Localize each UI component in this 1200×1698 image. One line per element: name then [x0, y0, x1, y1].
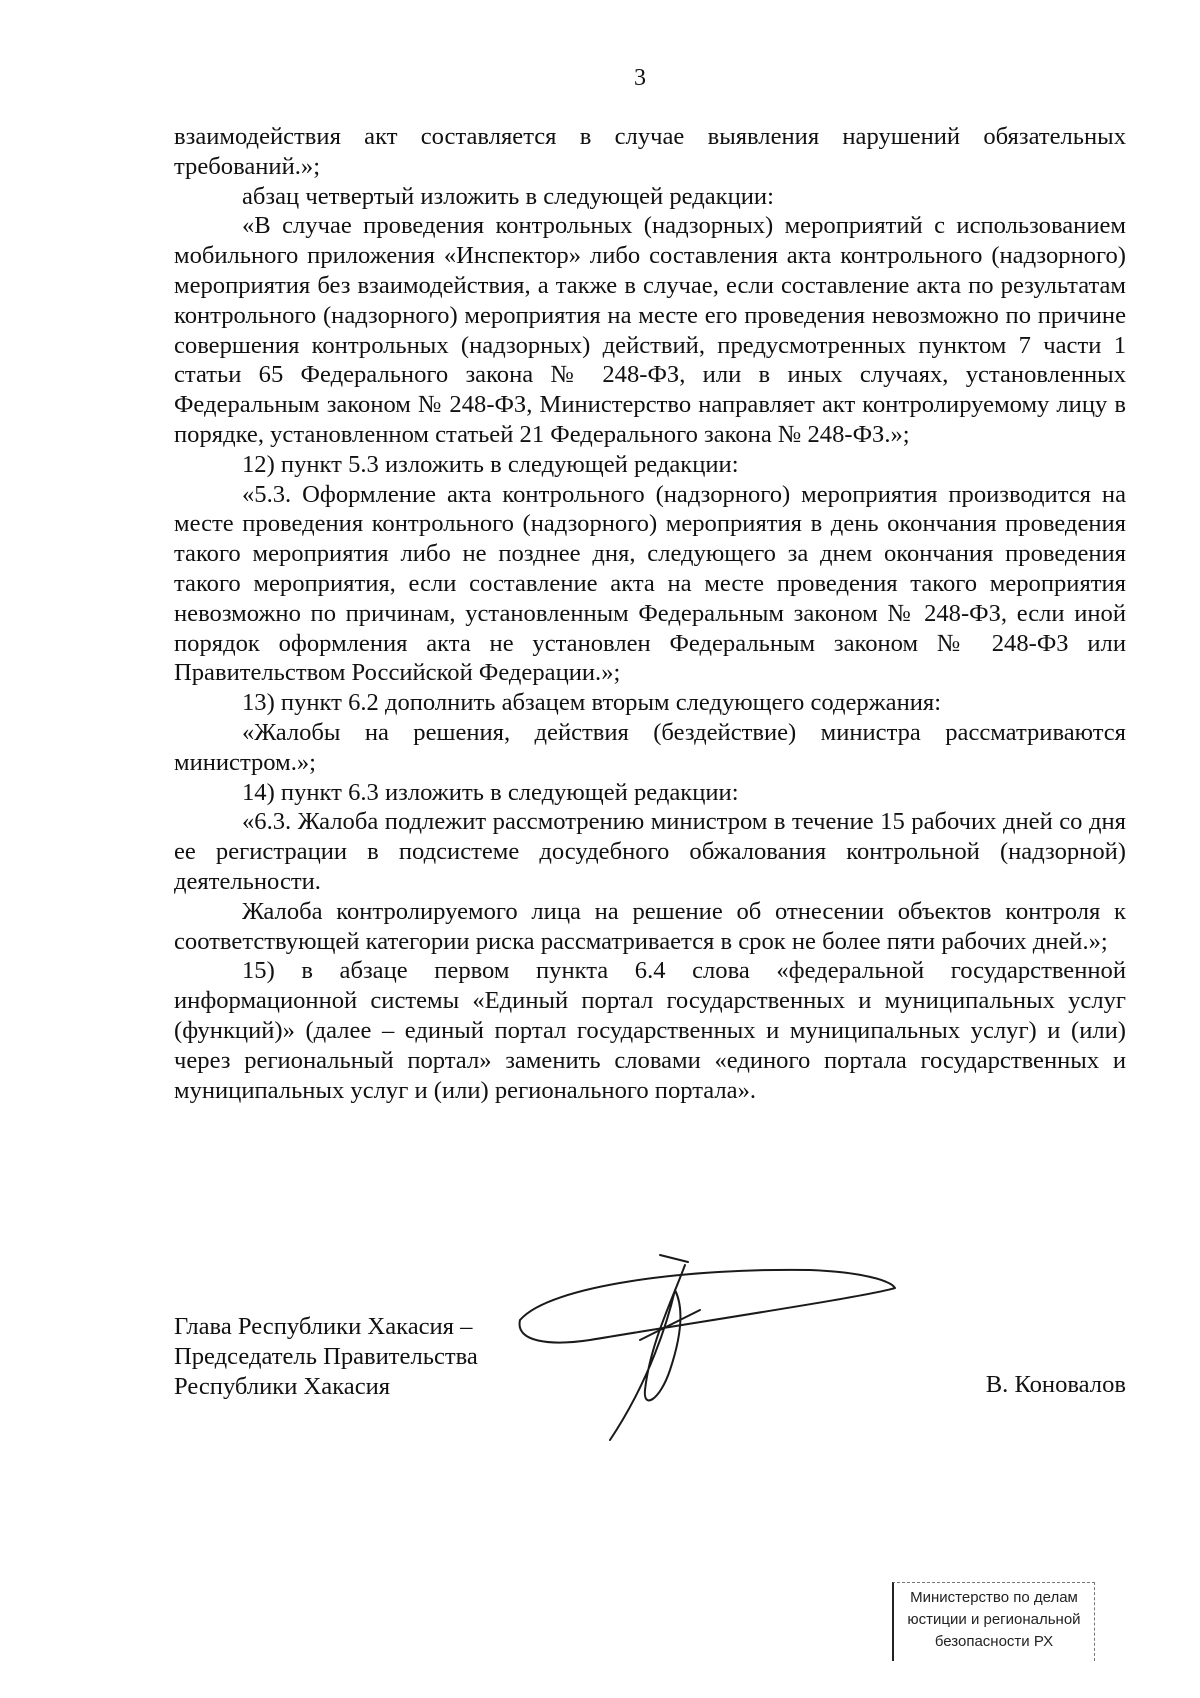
stamp-line: юстиции и региональной: [907, 1611, 1081, 1628]
paragraph: «6.3. Жалоба подлежит рассмотрению министром в течение 15 рабочих дней со дня ее регистрации в подсистеме досудебного обжалования контрольной (надзорной) деятельности.: [174, 808, 1126, 895]
signatory-title-line: Республики Хакасия: [174, 1373, 391, 1400]
document-body: [174, 122, 1126, 1105]
paragraph: абзац четвертый изложить в следующей редакции:: [242, 182, 774, 210]
paragraph: 15) в абзаце первом пункта 6.4 слова «федеральной государственной информационной системы «Единый портал государственных и муниципальных услуг (функций)» (далее – единый портал государственных и муниципальных услуг) и (или) через региональный портал» заменить словами «единого портала государственных и муниципальных услуг и (или) регионального портала».: [174, 957, 1126, 1104]
paragraph: Жалоба контролируемого лица на решение об отнесении объектов контроля к соответствующей категории риска рассматривается в срок не более пяти рабочих дней.»;: [174, 897, 1126, 955]
paragraph: «В случае проведения контрольных (надзорных) мероприятий с использованием мобильного приложения «Инспектор» либо составления акта контрольного (надзорного) мероприятия без взаимодействия, а также в случае, если составление акта по результатам контрольного (надзорного) мероприятия на месте его проведения невозможно по причине совершения контрольных (надзорных) действий, предусмотренных пунктом 7 части 1 статьи 65 Федерального закона № 248-ФЗ, или в иных случаях, установленных Федеральным законом № 248-ФЗ, Министерство направляет акт контролируемому лицу в порядке, установленном статьей 21 Федерального закона № 248-ФЗ.»;: [174, 212, 1126, 448]
stamp-line: Министерство по делам: [910, 1589, 1078, 1606]
paragraph: «5.3. Оформление акта контрольного (надзорного) мероприятия производится на месте проведения контрольного (надзорного) мероприятия в день окончания проведения такого мероприятия либо не позднее дня, следующего за днем окончания проведения такого мероприятия, если составление акта на месте проведения такого мероприятия невозможно по причинам, установленным Федеральным законом № 248-ФЗ, если иной порядок оформления акта не установлен Федеральным законом № 248-ФЗ или Правительством Российской Федерации.»;: [174, 480, 1126, 687]
paragraph: взаимодействия акт составляется в случае выявления нарушений обязательных требований.»;: [174, 123, 1126, 180]
signatory-title-line: Глава Республики Хакасия –: [174, 1313, 473, 1340]
ministry-stamp: [892, 1582, 1095, 1661]
paragraph: «Жалобы на решения, действия (бездействие) министра рассматриваются министром.»;: [174, 718, 1126, 776]
paragraph: 14) пункт 6.3 изложить в следующей редакции:: [242, 778, 739, 806]
paragraph: 13) пункт 6.2 дополнить абзацем вторым следующего содержания:: [242, 689, 942, 717]
paragraph: 12) пункт 5.3 изложить в следующей редакции:: [242, 450, 739, 478]
signatory-title-line: Председатель Правительства: [174, 1343, 478, 1370]
stamp-line: безопасности РХ: [934, 1633, 1054, 1650]
signatory-name: В. Коновалов: [985, 1371, 1126, 1398]
page-number: 3: [634, 65, 646, 91]
signatory-title: [174, 1312, 478, 1402]
handwritten-signature: [510, 1250, 920, 1450]
